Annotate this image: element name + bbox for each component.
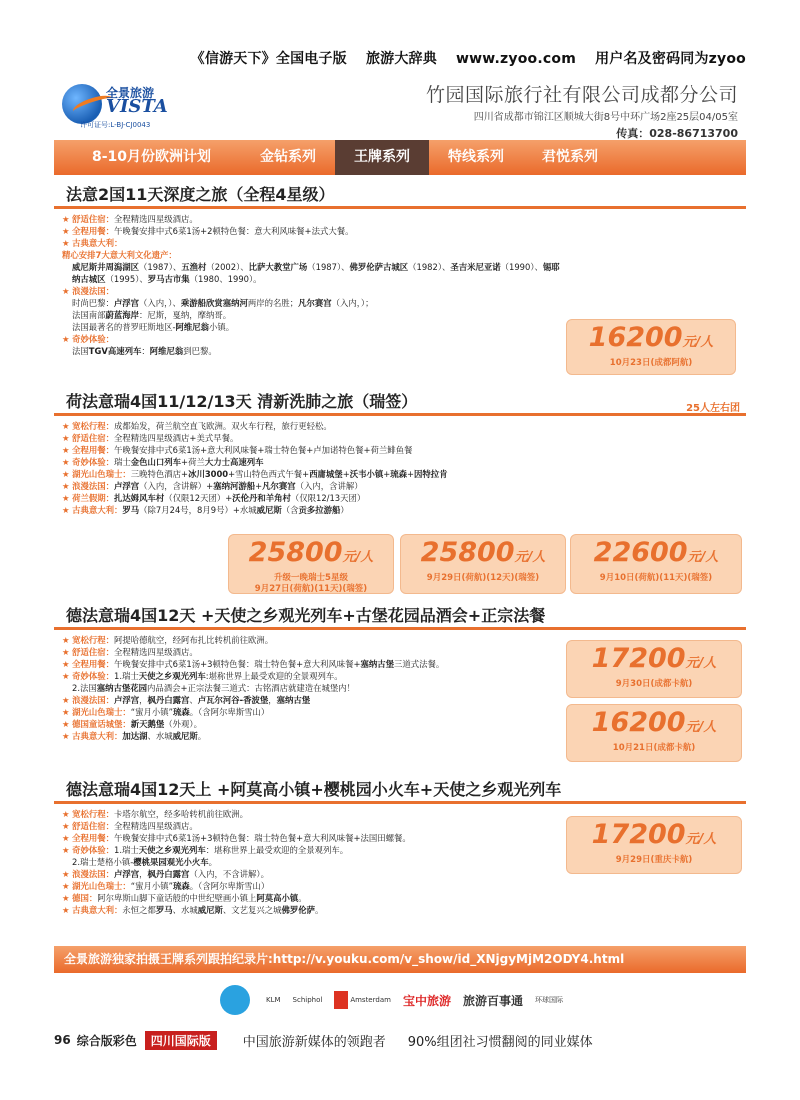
price-tag[interactable]	[566, 319, 736, 375]
section-title-text: 法意2国11天深度之旅（全程4星级）	[66, 185, 335, 204]
itinerary-value: 午晚餐安排中式6菜1汤+意大利风味餐+瑞士特色餐+卢加诺特色餐+荷兰鲱鱼餐	[114, 445, 413, 455]
itinerary-key: 全程用餐：	[72, 445, 115, 455]
price-unit: 元/人	[685, 656, 717, 671]
itinerary-value: 午晚餐安排中式6菜1汤+3顿特色餐：瑞士特色餐+意大利风味餐+法国田螺餐。	[114, 833, 411, 843]
partner-amsterdam	[334, 991, 391, 1009]
itinerary-value: 纳古城区（1995）、罗马古市集（1980、1990）。	[72, 274, 262, 284]
itinerary-key: 舒适住宿：	[72, 821, 115, 831]
star-icon: ★	[62, 214, 73, 224]
price-amount: 16200	[588, 322, 683, 353]
price-amount: 25800	[420, 537, 515, 568]
itinerary-value: 罗马（除7月24号，8月9号）+水城威尼斯（含贡多拉游船）	[122, 505, 349, 515]
itinerary-key: 宽松行程：	[72, 635, 115, 645]
star-icon: ★	[62, 845, 73, 855]
itinerary-key: 全程用餐：	[72, 659, 115, 669]
itinerary-key: 奇妙体验：	[72, 671, 115, 681]
itinerary-key: 德国：	[72, 893, 98, 903]
price-amount-line	[567, 820, 741, 855]
price-tag[interactable]	[400, 534, 566, 594]
itinerary-value: 扎达姆风车村（仅限12天团）+沃伦丹和羊角村（仅限12/13天团）	[114, 493, 366, 503]
star-icon: ★	[62, 671, 73, 681]
itinerary-key: 古典意大利：	[72, 238, 123, 248]
star-icon: ★	[62, 719, 73, 729]
price-amount-line	[567, 708, 741, 743]
star-icon: ★	[62, 695, 73, 705]
itinerary-key: 宽松行程：	[72, 809, 115, 819]
itinerary-value: 1.瑞士天使之乡观光列车:堪称世界上最受欢迎的全景观列车。	[114, 671, 343, 681]
partner-huanqiu	[535, 995, 563, 1005]
tab-series-4[interactable]: 君悦系列	[542, 149, 599, 165]
itinerary-value: 瑞士金色山口列车+荷兰大力士高速列车	[114, 457, 264, 467]
price-unit: 元/人	[342, 550, 374, 565]
price-tag[interactable]	[570, 534, 742, 594]
section-title-text: 德法意瑞4国12天 +天使之乡观光列车+古堡花园品酒会+正宗法餐	[66, 606, 546, 625]
company-address: 四川省成都市锦江区顺城大街8号中环广场2座25层04/05室	[473, 112, 738, 123]
partner-baishitong-text: 旅游百事通	[462, 993, 523, 1008]
tour-section-france-italy	[54, 181, 746, 368]
price-amount-line	[401, 538, 565, 573]
partner-logos	[220, 982, 760, 1018]
itinerary-value: 全程精选四星级酒店+美式早餐。	[114, 433, 239, 443]
star-icon: ★	[62, 893, 73, 903]
itinerary-value: 卢浮宫（入内，含讲解）+塞纳河游船+凡尔赛宫（入内，含讲解）	[114, 481, 363, 491]
itinerary-item	[62, 285, 746, 297]
star-icon: ★	[62, 881, 73, 891]
itinerary-value: 2.法国塞纳古堡花园内品酒会+正宗法餐三道式：古铭酒店就建造在城堡内！	[72, 683, 356, 693]
itinerary-key: 湖光山色瑞士：	[72, 881, 131, 891]
itinerary-item	[62, 492, 746, 504]
itinerary-key: 舒适住宿：	[72, 433, 115, 443]
itinerary-value: 成都始发，荷兰航空直飞欧洲。双火车行程，旅行更轻松。	[114, 421, 332, 431]
star-icon: ★	[62, 457, 73, 467]
price-unit: 元/人	[514, 550, 546, 565]
star-icon: ★	[62, 421, 73, 431]
itinerary-subheading: 精心安排7大意大利文化遗产：	[62, 250, 177, 260]
itinerary-key: 浪漫法国：	[72, 869, 115, 879]
itinerary-key: 浪漫法国：	[72, 695, 115, 705]
tab-series-2[interactable]: 王牌系列	[335, 140, 429, 175]
slogan-1: 90%组团社习惯翻阅的同业媒体	[407, 1034, 593, 1050]
itinerary-key: 舒适住宿：	[72, 647, 115, 657]
itinerary-key: 古典意大利：	[72, 905, 123, 915]
itinerary-item	[62, 468, 746, 480]
top-banner-text-3: 用户名及密码同为zyoo	[595, 51, 746, 67]
itinerary-value: “蜜月小镇”琉森。（含阿尔卑斯雪山）	[130, 881, 270, 891]
star-icon: ★	[62, 469, 73, 479]
page-number: 96	[54, 1033, 71, 1047]
partner-schiphol	[293, 996, 323, 1004]
itinerary-value: 1.瑞士天使之乡观光列车：堪称世界上最受欢迎的全景观列车。	[114, 845, 349, 855]
star-icon: ★	[62, 334, 73, 344]
top-banner-url[interactable]: www.zyoo.com	[456, 51, 576, 67]
company-info	[426, 80, 738, 141]
section-title	[54, 388, 746, 416]
itinerary-value: 三晚特色酒店+冰川3000+雪山特色西式午餐+西庸城堡+沃韦小镇+琉森+因特拉肯	[130, 469, 448, 479]
itinerary-list	[54, 416, 746, 516]
itinerary-item	[62, 880, 746, 892]
price-unit: 元/人	[685, 720, 717, 735]
star-icon: ★	[62, 833, 73, 843]
itinerary-key: 奇妙体验：	[72, 845, 115, 855]
itinerary-key: 奇妙体验：	[72, 334, 115, 344]
itinerary-value: 全程精选四星级酒店。	[114, 821, 198, 831]
section-title	[54, 776, 746, 804]
itinerary-key: 荷兰假期：	[72, 493, 115, 503]
star-icon: ★	[62, 731, 73, 741]
price-unit: 元/人	[685, 832, 717, 847]
price-amount-line	[571, 538, 741, 573]
partner-mascot	[220, 985, 254, 1015]
price-tag[interactable]	[566, 704, 742, 762]
itinerary-item	[62, 904, 746, 916]
group-size-badge: 25人左右团	[686, 403, 740, 414]
tour-section-de-fr-it-ch-a	[54, 602, 746, 753]
star-icon: ★	[62, 647, 73, 657]
partner-schiphol-text: Schiphol	[292, 996, 323, 1004]
itinerary-value: 午晚餐安排中式6菜1汤+2顿特色餐：意大利风味餐+法式大餐。	[114, 226, 354, 236]
star-icon: ★	[62, 821, 73, 831]
tab-series-1[interactable]: 金钻系列	[260, 149, 317, 165]
itinerary-item	[62, 420, 746, 432]
price-note: 9月29日(重庆卡航)	[615, 855, 693, 865]
star-icon: ★	[62, 481, 73, 491]
company-name: 竹园国际旅行社有限公司成都分公司	[425, 84, 738, 106]
star-icon: ★	[62, 505, 73, 515]
building-icon	[334, 991, 348, 1009]
itinerary-item	[62, 237, 746, 249]
itinerary-key: 湖光山色瑞士：	[72, 707, 131, 717]
itinerary-value: 威尼斯井周潟湖区（1987）、五渔村（2002）、比萨大教堂广场（1987）、佛罗伦萨古城区（1982）、圣吉米尼亚诺（1990）、锡耶	[72, 262, 560, 272]
price-tag[interactable]	[566, 816, 742, 874]
itinerary-value: “蜜月小镇”琉森。（含阿尔卑斯雪山）	[130, 707, 270, 717]
star-icon: ★	[62, 445, 73, 455]
star-icon: ★	[62, 493, 73, 503]
itinerary-key: 舒适住宿：	[72, 214, 115, 224]
itinerary-key: 浪漫法国：	[72, 286, 115, 296]
price-note: 10月21日(成都卡航)	[612, 743, 696, 753]
price-unit: 元/人	[682, 335, 714, 350]
price-note: 10月23日(成都阿航)	[609, 358, 693, 368]
itinerary-value: 法国最著名的普罗旺斯地区-阿维尼翁小镇。	[72, 322, 235, 332]
section-title-text: 荷法意瑞4国11/12/13天 清新洗肺之旅（瑞签）	[66, 392, 418, 411]
itinerary-value: 加达湖、水城威尼斯。	[122, 731, 207, 741]
itinerary-value: 午晚餐安排中式6菜1汤+3顿特色餐：瑞士特色餐+意大利风味餐+塞纳古堡三道式法餐。	[114, 659, 445, 669]
price-amount: 22600	[593, 537, 688, 568]
series-nav	[54, 140, 746, 175]
price-amount: 25800	[248, 537, 343, 568]
itinerary-value: 阿尔卑斯山脚下童话般的中世纪壁画小镇上阿莫高小镇。	[97, 893, 307, 903]
documentary-link[interactable]: 全景旅游独家拍摄王牌系列跟拍纪录片:http://v.youku.com/v_show/id_XNjgyMjM2ODY4.html	[54, 946, 746, 973]
top-banner-text-1: 旅游大辞典	[365, 51, 437, 67]
itinerary-value: 永恒之都罗马、水城威尼斯、文艺复兴之城佛罗伦萨。	[122, 905, 324, 915]
itinerary-item	[62, 480, 746, 492]
edition-label: 综合版彩色	[76, 1033, 137, 1048]
itinerary-key: 宽松行程：	[72, 421, 115, 431]
itinerary-value: 新天鹅堡（外观）。	[130, 719, 202, 729]
itinerary-key: 全程用餐：	[72, 833, 115, 843]
partner-baozhong-text: 宝中旅游	[402, 993, 451, 1008]
itinerary-value: 全程精选四星级酒店。	[114, 647, 198, 657]
page-footer	[54, 1030, 754, 1050]
price-amount-line	[567, 644, 741, 679]
price-amount: 17200	[591, 819, 686, 850]
itinerary-key: 奇妙体验：	[72, 457, 115, 467]
itinerary-value: 法国南部蔚蓝海岸：尼斯，戛纳，摩纳哥。	[72, 310, 232, 320]
itinerary-item	[62, 456, 746, 468]
price-note: 9月10日(荷航)(11天)(瑞签)	[599, 573, 713, 583]
itinerary-key: 德国童话城堡：	[72, 719, 131, 729]
mascot-icon	[220, 985, 250, 1015]
itinerary-item	[62, 225, 746, 237]
price-note: 9月29日(荷航)(12天)(瑞签)	[426, 573, 540, 583]
star-icon: ★	[62, 433, 73, 443]
partner-baozhong	[403, 992, 451, 1009]
top-banner	[0, 48, 800, 68]
top-banner-text-0: 《信游天下》全国电子版	[190, 51, 347, 67]
itinerary-value: 阿提哈德航空，经阿布扎比转机前往欧洲。	[114, 635, 274, 645]
price-note: 升级一晚瑞士5星级	[274, 573, 348, 583]
itinerary-key: 湖光山色瑞士：	[72, 469, 131, 479]
star-icon: ★	[62, 905, 73, 915]
price-tag[interactable]	[228, 534, 394, 594]
partner-huanqiu-text: 环球国际	[534, 996, 563, 1004]
star-icon: ★	[62, 659, 73, 669]
star-icon: ★	[62, 707, 73, 717]
partner-baishitong	[463, 992, 523, 1009]
tab-series-3[interactable]: 特线系列	[448, 149, 505, 165]
itinerary-key: 古典意大利：	[72, 505, 123, 515]
itinerary-value: 法国TGV高速列车：阿维尼翁到巴黎。	[72, 346, 217, 356]
price-unit: 元/人	[687, 550, 719, 565]
partner-klm-text: KLM	[266, 996, 281, 1004]
price-note: 9月27日(荷航)(11天)(瑞签)	[254, 584, 368, 594]
itinerary-value: 卡塔尔航空，经多哈转机前往欧洲。	[114, 809, 249, 819]
itinerary-item	[62, 261, 746, 273]
tour-section-de-fr-it-ch-b	[54, 776, 746, 916]
star-icon: ★	[62, 635, 73, 645]
itinerary-item	[62, 892, 746, 904]
section-title-text: 德法意瑞4国12天上 +阿莫高小镇+樱桃园小火车+天使之乡观光列车	[66, 780, 562, 799]
itinerary-value: 卢浮宫，枫丹白露宫、卢瓦尔河谷-香波堡，塞纳古堡	[114, 695, 311, 705]
itinerary-item	[62, 297, 746, 309]
company-fax: 传真：028-86713700	[616, 127, 738, 140]
itinerary-key: 古典意大利：	[72, 731, 123, 741]
itinerary-value: 时尚巴黎：卢浮宫（入内，）、乘游船欣赏塞纳河两岸的名胜；凡尔赛宫（入内，）；	[72, 298, 374, 308]
section-title	[54, 602, 746, 630]
price-amount: 16200	[591, 707, 686, 738]
itinerary-key: 全程用餐：	[72, 226, 115, 236]
itinerary-item	[62, 213, 746, 225]
itinerary-key: 浪漫法国：	[72, 481, 115, 491]
itinerary-value: 全程精选四星级酒店。	[114, 214, 198, 224]
star-icon: ★	[62, 869, 73, 879]
price-amount-line	[567, 323, 735, 358]
vista-logo	[62, 80, 192, 132]
itinerary-item	[62, 444, 746, 456]
price-tag[interactable]	[566, 640, 742, 698]
itinerary-value: 卢浮宫，枫丹白露宫（入内，不含讲解）。	[114, 869, 269, 879]
itinerary-item	[62, 432, 746, 444]
itinerary-value: 2.瑞士楚格小镇-樱桃果园观光小火车。	[72, 857, 218, 867]
star-icon: ★	[62, 809, 73, 819]
logo-cn: 全景旅游	[106, 86, 155, 100]
itinerary-item	[62, 273, 746, 285]
price-amount-line	[229, 538, 393, 573]
logo-en: VISTA	[106, 96, 168, 117]
price-amount: 17200	[591, 643, 686, 674]
itinerary-item	[62, 504, 746, 516]
star-icon: ★	[62, 226, 73, 236]
itinerary-item	[62, 249, 746, 261]
star-icon: ★	[62, 238, 73, 248]
license-number: 许可证号:L-BJ-CJ0043	[80, 121, 151, 129]
partner-klm	[266, 996, 281, 1004]
tab-series-0[interactable]: 8-10月份欧洲计划	[92, 149, 212, 165]
tour-section-nl-fr-it-ch	[54, 388, 746, 594]
slogan-0: 中国旅游新媒体的领跑者	[242, 1034, 386, 1050]
edition-tag: 四川国际版	[145, 1031, 217, 1050]
partner-amsterdam-text: Amsterdam	[350, 996, 391, 1004]
star-icon: ★	[62, 286, 73, 296]
section-title	[54, 181, 746, 209]
price-note: 9月30日(成都卡航)	[615, 679, 693, 689]
